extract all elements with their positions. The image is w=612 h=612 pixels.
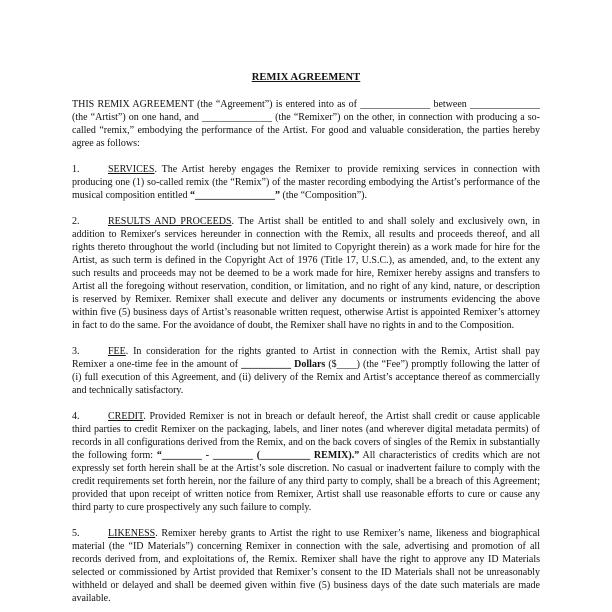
section-text: All characteristics of credits which are not expressly set forth herein shall be at the Artist’s sole discretion. No casual or inadvertent failure to comply with the credit requirements set forth herein, nor the failure of any third party to comply, shall be a breach of this Agreement; provided that upon receipt of written notice from Remixer, Artist shall use reasonable efforts to cure or cause any third party to cure prospectively any such failure to comply.: [72, 450, 540, 513]
document-title: REMIX AGREEMENT: [251, 72, 361, 83]
section-text: . In consideration for the rights granted to Artist in connection with the Remix, Artist shall pay Remixer a one-time fee in the amount of: [72, 346, 540, 370]
section-heading: FEE: [108, 346, 126, 357]
section-text: . Provided Remixer is not in breach or default hereof, the Artist shall credit or cause applicable third parties to credit Remixer on the packaging, labels, and liner notes (and wherever digital metadata permits) of records in all configurations derived from the Remix, and on the back covers of singles of the Remix in substantially the following form:: [72, 411, 540, 461]
section-text: ($____) (the “Fee”) promptly following the latter of (i) full execution of this Agreement, and (ii) delivery of the Remix and Artist’s acceptance thereof as commercially and technically satisfactory.: [72, 359, 540, 396]
section-heading: LIKENESS: [108, 528, 156, 539]
section-number: 5.: [72, 528, 80, 539]
section-text: . The Artist hereby engages the Remixer to provide remixing services in connection with producing one (1) so-called remix (the “Remix”) of the master recording embodying the Artist’s performance of the musical composition entitled: [72, 164, 540, 201]
section-services: [72, 163, 540, 202]
section-heading: RESULTS AND PROCEEDS: [108, 216, 232, 227]
credit-form-blank: “________ - ________ (__________ REMIX).”: [156, 450, 360, 461]
fee-amount-blank: __________ Dollars: [241, 359, 326, 370]
section-heading: SERVICES: [108, 164, 155, 175]
document-body: [72, 98, 540, 612]
section-credit: [72, 410, 540, 514]
intro-text: THIS REMIX AGREEMENT (the “Agreement”) is entered into as of ______________ between ______________ (the “Artist”) on one hand, and ______________ (the “Remixer”) on the other, in connection with producing a so-called “remix,” embodying the performance of the Artist. For good and valuable consideration, the parties hereby agree as follows:: [72, 99, 540, 149]
section-fee: [72, 345, 540, 397]
section-likeness: [72, 527, 540, 605]
section-results-and-proceeds: [72, 215, 540, 332]
section-number: 4.: [72, 411, 80, 422]
section-heading: CREDIT: [108, 411, 144, 422]
composition-blank: “________________”: [190, 190, 281, 201]
section-text: (the “Composition”).: [280, 190, 367, 201]
intro-paragraph: [72, 98, 540, 150]
section-number: 1.: [72, 164, 80, 175]
section-text: . Remixer hereby grants to Artist the right to use Remixer’s name, likeness and biographical material (the “ID Materials”) concerning Remixer in connection with the sale, advertising and promotion of all records derived from, and exploitations of, the Remix. Remixer shall have the right to approve any ID Materials selected or commissioned by Artist provided that Remixer’s consent to the ID Materials shall not be unreasonably withheld or delayed and shall be deemed given within five (5) business days of the date such materials are made available.: [72, 528, 540, 604]
section-number: 3.: [72, 346, 80, 357]
section-number: 2.: [72, 216, 80, 227]
section-text: . The Artist shall be entitled to and shall solely and exclusively own, in addition to Remixer's services hereunder in connection with the Remix, all results and proceeds thereof, and all rights thereto throughout the world (including but not limited to Copyright therein) as a work made for hire for the Artist, as such term is defined in the Copyright Act of 1976 (Title 17, U.S.C.), as amended, and, to the extent any such results and proceeds may not be deemed to be a work made for hire, Remixer hereby assigns and transfers to Artist all the foregoing without reservation, condition, or limitation, and no right of any kind, nature, or description is reserved by Remixer. Remixer shall execute and deliver any documents or instruments evidencing the above within five (5) business days of Artist’s reasonable written request, otherwise Artist is appointed Remixer’s attorney in fact to do the same. For the avoidance of doubt, the Remixer shall have no rights in and to the Composition.: [72, 216, 540, 331]
